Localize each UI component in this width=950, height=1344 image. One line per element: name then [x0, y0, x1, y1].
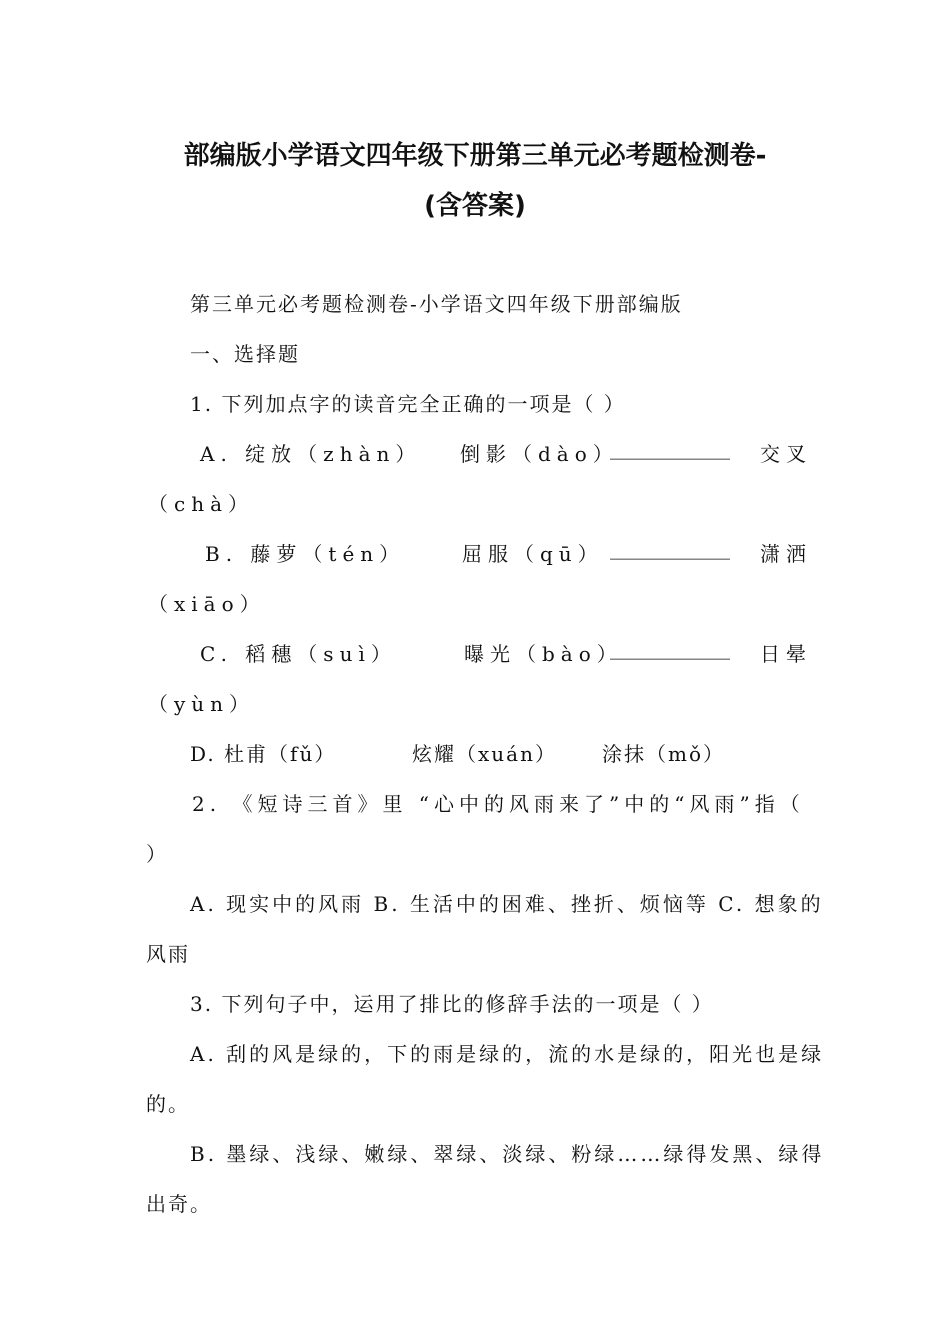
q1-option-c-blank: ____________ [610, 636, 730, 660]
q1-option-c-part2: 曝光（bào） [464, 642, 623, 666]
q1-option-d-part3: 涂抹（mǒ） [602, 742, 726, 766]
q1-option-b-part3: 潇洒 [760, 542, 812, 566]
q1-option-c-part1: C. 稻穗（suì） [200, 642, 397, 666]
q3-option-b-continued: 出奇。 [146, 1192, 212, 1216]
q3-option-a: A. 刮的风是绿的，下的雨是绿的，流的水是绿的，阳光也是绿 [190, 1042, 825, 1066]
q1-option-d-part2: 炫耀（xuán） [412, 742, 557, 766]
document-title-line-1: 部编版小学语文四年级下册第三单元必考题检测卷- [183, 141, 767, 171]
question-3-stem: 3. 下列句子中，运用了排比的修辞手法的一项是（ ） [190, 992, 714, 1016]
q1-option-b-blank: ____________ [610, 536, 730, 560]
q1-option-c-continued: （yùn） [148, 692, 256, 716]
q1-option-a-blank: ____________ [610, 436, 730, 460]
question-2-stem-continued: ） [146, 842, 168, 866]
q1-option-a-part1: A. 绽放（zhàn） [200, 442, 422, 466]
q3-option-a-continued: 的。 [146, 1092, 190, 1116]
question-2-stem: 2. 《短诗三首》里 “心中的风雨来了”中的“风雨”指（ [192, 792, 805, 816]
q1-option-d-part1: D. 杜甫（fǔ） [190, 742, 337, 766]
question-2-options: A. 现实中的风雨 B. 生活中的困难、挫折、烦恼等 C. 想象的 [190, 892, 824, 916]
q1-option-a-part3: 交叉 [760, 442, 812, 466]
q3-option-b: B. 墨绿、浅绿、嫩绿、翠绿、淡绿、粉绿……绿得发黑、绿得 [190, 1142, 825, 1166]
question-2-options-continued: 风雨 [146, 942, 190, 966]
q1-option-c-part3: 日晕 [760, 642, 812, 666]
q1-option-a-continued: （chà） [148, 492, 255, 516]
q1-option-b-part1: B. 藤萝（tén） [205, 542, 406, 566]
document-title-line-2: (含答案) [424, 191, 526, 221]
question-1-stem: 1. 下列加点字的读音完全正确的一项是（ ） [190, 392, 626, 416]
q1-option-b-part2: 屈服（qū） [462, 542, 604, 566]
subtitle: 第三单元必考题检测卷-小学语文四年级下册部编版 [190, 292, 683, 316]
section-heading: 一、选择题 [190, 342, 300, 366]
q1-option-b-continued: （xiāo） [148, 592, 266, 616]
q1-option-a-part2: 倒影（dào） [460, 442, 619, 466]
